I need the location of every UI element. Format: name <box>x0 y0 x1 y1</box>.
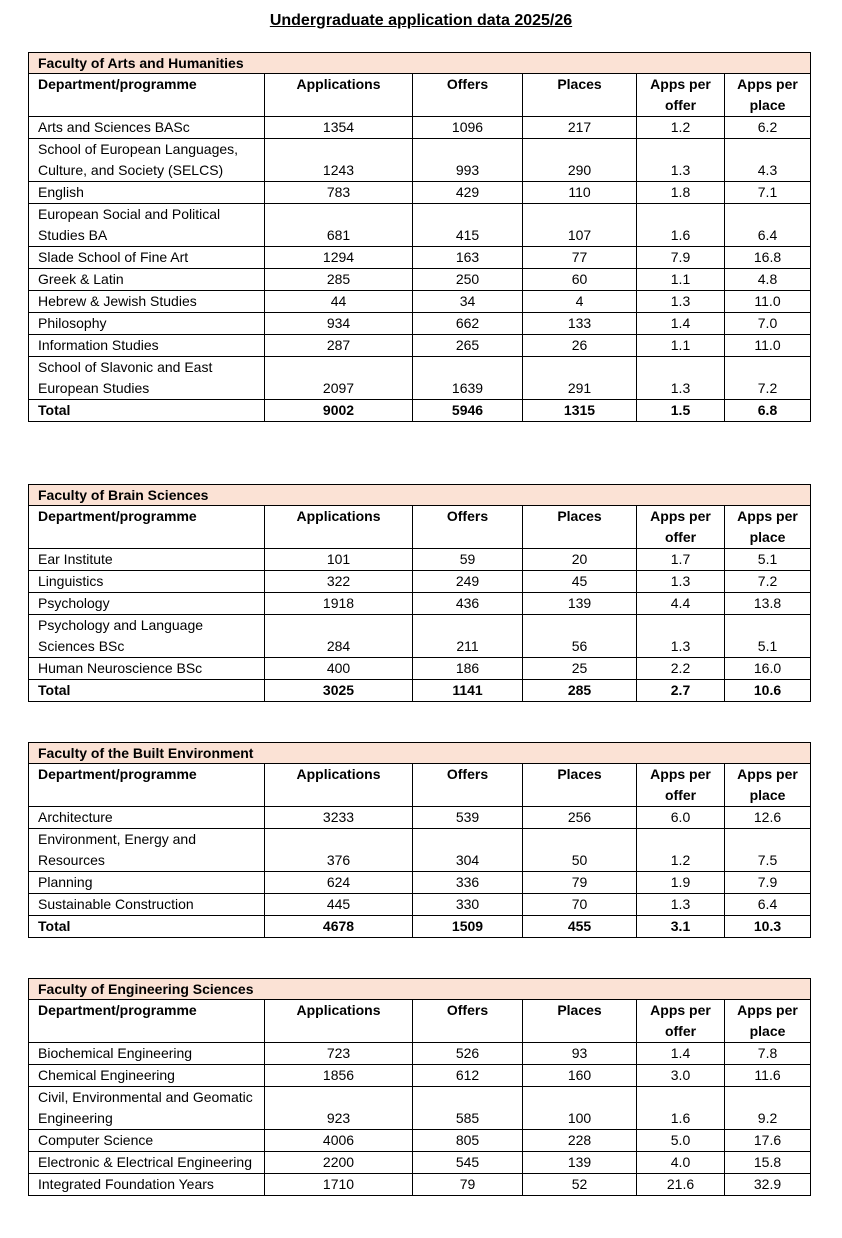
apps-per-offer-cell: 1.7 <box>637 549 725 571</box>
offers-cell: 612 <box>413 1065 523 1087</box>
offers-cell: 163 <box>413 247 523 269</box>
programme-cell: Ear Institute <box>29 549 265 571</box>
column-header-apps-per-offer: Apps per offer <box>637 74 725 117</box>
faculty-name: Faculty of Arts and Humanities <box>29 53 811 74</box>
offers-cell: 993 <box>413 139 523 182</box>
faculty-header <box>29 743 811 764</box>
offers-cell: 59 <box>413 549 523 571</box>
programme-cell: Psychology <box>29 593 265 615</box>
programme-cell: Environment, Energy and Resources <box>29 829 265 872</box>
total-row <box>29 400 811 422</box>
applications-cell: 1243 <box>265 139 413 182</box>
total-places: 455 <box>523 916 637 938</box>
faculty-table-brain-sciences <box>28 484 811 702</box>
applications-cell: 923 <box>265 1087 413 1130</box>
offers-cell: 585 <box>413 1087 523 1130</box>
apps-per-place-cell: 7.1 <box>725 182 811 204</box>
programme-cell: English <box>29 182 265 204</box>
column-header-applications: Applications <box>265 74 413 117</box>
programme-cell: Hebrew & Jewish Studies <box>29 291 265 313</box>
column-header-programme: Department/programme <box>29 74 265 117</box>
places-cell: 77 <box>523 247 637 269</box>
applications-cell: 1294 <box>265 247 413 269</box>
applications-cell: 284 <box>265 615 413 658</box>
total-row <box>29 916 811 938</box>
apps-per-place-cell: 13.8 <box>725 593 811 615</box>
applications-cell: 445 <box>265 894 413 916</box>
total-apps-per-offer: 2.7 <box>637 680 725 702</box>
table-row <box>29 139 811 182</box>
programme-cell: Arts and Sciences BASc <box>29 117 265 139</box>
programme-cell: Linguistics <box>29 571 265 593</box>
apps-per-place-cell: 7.9 <box>725 872 811 894</box>
applications-cell: 1856 <box>265 1065 413 1087</box>
programme-cell: Planning <box>29 872 265 894</box>
column-header-apps-per-offer: Apps per offer <box>637 506 725 549</box>
apps-per-offer-cell: 1.4 <box>637 313 725 335</box>
column-header-row <box>29 1000 811 1043</box>
table-row <box>29 204 811 247</box>
apps-per-place-cell: 7.2 <box>725 357 811 400</box>
places-cell: 50 <box>523 829 637 872</box>
faculty-header <box>29 53 811 74</box>
places-cell: 133 <box>523 313 637 335</box>
column-header-apps-per-place: Apps per place <box>725 764 811 807</box>
apps-per-place-cell: 7.5 <box>725 829 811 872</box>
apps-per-offer-cell: 7.9 <box>637 247 725 269</box>
places-cell: 291 <box>523 357 637 400</box>
table-row <box>29 313 811 335</box>
places-cell: 25 <box>523 658 637 680</box>
total-places: 1315 <box>523 400 637 422</box>
offers-cell: 304 <box>413 829 523 872</box>
offers-cell: 1639 <box>413 357 523 400</box>
column-header-places: Places <box>523 764 637 807</box>
column-header-programme: Department/programme <box>29 506 265 549</box>
apps-per-offer-cell: 1.3 <box>637 571 725 593</box>
applications-cell: 4006 <box>265 1130 413 1152</box>
offers-cell: 336 <box>413 872 523 894</box>
offers-cell: 34 <box>413 291 523 313</box>
programme-cell: Integrated Foundation Years <box>29 1174 265 1196</box>
apps-per-offer-cell: 1.3 <box>637 894 725 916</box>
offers-cell: 415 <box>413 204 523 247</box>
applications-cell: 101 <box>265 549 413 571</box>
places-cell: 160 <box>523 1065 637 1087</box>
total-apps-per-offer: 1.5 <box>637 400 725 422</box>
faculty-name: Faculty of Engineering Sciences <box>29 979 811 1000</box>
apps-per-place-cell: 4.8 <box>725 269 811 291</box>
apps-per-offer-cell: 3.0 <box>637 1065 725 1087</box>
apps-per-place-cell: 7.2 <box>725 571 811 593</box>
apps-per-place-cell: 9.2 <box>725 1087 811 1130</box>
column-header-programme: Department/programme <box>29 1000 265 1043</box>
column-header-applications: Applications <box>265 764 413 807</box>
applications-cell: 1918 <box>265 593 413 615</box>
apps-per-place-cell: 7.0 <box>725 313 811 335</box>
apps-per-offer-cell: 1.2 <box>637 829 725 872</box>
apps-per-place-cell: 12.6 <box>725 807 811 829</box>
table-row <box>29 571 811 593</box>
places-cell: 100 <box>523 1087 637 1130</box>
programme-cell: Greek & Latin <box>29 269 265 291</box>
applications-cell: 400 <box>265 658 413 680</box>
applications-cell: 2200 <box>265 1152 413 1174</box>
table-row <box>29 291 811 313</box>
apps-per-place-cell: 16.0 <box>725 658 811 680</box>
apps-per-offer-cell: 1.1 <box>637 269 725 291</box>
apps-per-place-cell: 7.8 <box>725 1043 811 1065</box>
apps-per-place-cell: 5.1 <box>725 549 811 571</box>
column-header-row <box>29 74 811 117</box>
offers-cell: 526 <box>413 1043 523 1065</box>
offers-cell: 1096 <box>413 117 523 139</box>
apps-per-place-cell: 6.2 <box>725 117 811 139</box>
applications-cell: 3233 <box>265 807 413 829</box>
faculty-name: Faculty of the Built Environment <box>29 743 811 764</box>
column-header-offers: Offers <box>413 74 523 117</box>
column-header-places: Places <box>523 1000 637 1043</box>
applications-cell: 2097 <box>265 357 413 400</box>
table-row <box>29 872 811 894</box>
apps-per-offer-cell: 1.3 <box>637 139 725 182</box>
apps-per-place-cell: 16.8 <box>725 247 811 269</box>
table-row <box>29 1130 811 1152</box>
offers-cell: 805 <box>413 1130 523 1152</box>
offers-cell: 436 <box>413 593 523 615</box>
offers-cell: 429 <box>413 182 523 204</box>
apps-per-place-cell: 4.3 <box>725 139 811 182</box>
apps-per-offer-cell: 2.2 <box>637 658 725 680</box>
places-cell: 79 <box>523 872 637 894</box>
places-cell: 110 <box>523 182 637 204</box>
programme-cell: School of Slavonic and East European Studies <box>29 357 265 400</box>
total-applications: 4678 <box>265 916 413 938</box>
places-cell: 217 <box>523 117 637 139</box>
places-cell: 4 <box>523 291 637 313</box>
page-title: Undergraduate application data 2025/26 <box>269 12 573 29</box>
apps-per-offer-cell: 1.3 <box>637 615 725 658</box>
column-header-places: Places <box>523 74 637 117</box>
apps-per-place-cell: 6.4 <box>725 894 811 916</box>
faculty-header <box>29 485 811 506</box>
offers-cell: 250 <box>413 269 523 291</box>
faculty-table-arts-humanities <box>28 52 811 422</box>
apps-per-place-cell: 11.6 <box>725 1065 811 1087</box>
table-row <box>29 1174 811 1196</box>
offers-cell: 662 <box>413 313 523 335</box>
apps-per-place-cell: 11.0 <box>725 335 811 357</box>
apps-per-offer-cell: 1.4 <box>637 1043 725 1065</box>
applications-cell: 681 <box>265 204 413 247</box>
table-row <box>29 1087 811 1130</box>
applications-cell: 934 <box>265 313 413 335</box>
apps-per-place-cell: 6.4 <box>725 204 811 247</box>
table-row <box>29 247 811 269</box>
table-row <box>29 1043 811 1065</box>
table-row <box>29 117 811 139</box>
table-row <box>29 894 811 916</box>
offers-cell: 211 <box>413 615 523 658</box>
offers-cell: 249 <box>413 571 523 593</box>
table-row <box>29 829 811 872</box>
programme-cell: Biochemical Engineering <box>29 1043 265 1065</box>
places-cell: 139 <box>523 593 637 615</box>
places-cell: 139 <box>523 1152 637 1174</box>
table-row <box>29 807 811 829</box>
apps-per-offer-cell: 5.0 <box>637 1130 725 1152</box>
total-row <box>29 680 811 702</box>
column-header-row <box>29 506 811 549</box>
apps-per-offer-cell: 6.0 <box>637 807 725 829</box>
apps-per-offer-cell: 1.6 <box>637 204 725 247</box>
apps-per-offer-cell: 4.4 <box>637 593 725 615</box>
column-header-offers: Offers <box>413 506 523 549</box>
applications-cell: 287 <box>265 335 413 357</box>
programme-cell: Human Neuroscience BSc <box>29 658 265 680</box>
apps-per-place-cell: 17.6 <box>725 1130 811 1152</box>
programme-cell: Information Studies <box>29 335 265 357</box>
table-row <box>29 615 811 658</box>
column-header-apps-per-place: Apps per place <box>725 74 811 117</box>
apps-per-offer-cell: 4.0 <box>637 1152 725 1174</box>
places-cell: 290 <box>523 139 637 182</box>
apps-per-place-cell: 15.8 <box>725 1152 811 1174</box>
apps-per-offer-cell: 21.6 <box>637 1174 725 1196</box>
programme-cell: European Social and Political Studies BA <box>29 204 265 247</box>
column-header-applications: Applications <box>265 506 413 549</box>
column-header-apps-per-offer: Apps per offer <box>637 1000 725 1043</box>
places-cell: 60 <box>523 269 637 291</box>
offers-cell: 186 <box>413 658 523 680</box>
apps-per-place-cell: 11.0 <box>725 291 811 313</box>
total-apps-per-place: 10.3 <box>725 916 811 938</box>
column-header-applications: Applications <box>265 1000 413 1043</box>
places-cell: 56 <box>523 615 637 658</box>
faculty-header <box>29 979 811 1000</box>
apps-per-offer-cell: 1.8 <box>637 182 725 204</box>
offers-cell: 79 <box>413 1174 523 1196</box>
total-offers: 1141 <box>413 680 523 702</box>
total-applications: 9002 <box>265 400 413 422</box>
table-row <box>29 335 811 357</box>
apps-per-place-cell: 5.1 <box>725 615 811 658</box>
table-row <box>29 593 811 615</box>
programme-cell: Architecture <box>29 807 265 829</box>
offers-cell: 330 <box>413 894 523 916</box>
apps-per-offer-cell: 1.1 <box>637 335 725 357</box>
applications-cell: 1710 <box>265 1174 413 1196</box>
programme-cell: Slade School of Fine Art <box>29 247 265 269</box>
total-label: Total <box>29 400 265 422</box>
total-apps-per-place: 10.6 <box>725 680 811 702</box>
total-places: 285 <box>523 680 637 702</box>
applications-cell: 376 <box>265 829 413 872</box>
column-header-apps-per-place: Apps per place <box>725 1000 811 1043</box>
column-header-apps-per-offer: Apps per offer <box>637 764 725 807</box>
total-offers: 5946 <box>413 400 523 422</box>
applications-cell: 285 <box>265 269 413 291</box>
table-row <box>29 269 811 291</box>
applications-cell: 322 <box>265 571 413 593</box>
places-cell: 70 <box>523 894 637 916</box>
total-apps-per-offer: 3.1 <box>637 916 725 938</box>
column-header-programme: Department/programme <box>29 764 265 807</box>
column-header-offers: Offers <box>413 764 523 807</box>
faculty-table-engineering-sciences <box>28 978 811 1196</box>
total-applications: 3025 <box>265 680 413 702</box>
programme-cell: Chemical Engineering <box>29 1065 265 1087</box>
programme-cell: Sustainable Construction <box>29 894 265 916</box>
programme-cell: Psychology and Language Sciences BSc <box>29 615 265 658</box>
faculty-name: Faculty of Brain Sciences <box>29 485 811 506</box>
apps-per-offer-cell: 1.6 <box>637 1087 725 1130</box>
apps-per-offer-cell: 1.3 <box>637 357 725 400</box>
table-row <box>29 182 811 204</box>
column-header-places: Places <box>523 506 637 549</box>
faculty-table-built-environment <box>28 742 811 938</box>
total-label: Total <box>29 916 265 938</box>
offers-cell: 545 <box>413 1152 523 1174</box>
places-cell: 228 <box>523 1130 637 1152</box>
applications-cell: 1354 <box>265 117 413 139</box>
column-header-row <box>29 764 811 807</box>
total-offers: 1509 <box>413 916 523 938</box>
table-row <box>29 1065 811 1087</box>
apps-per-offer-cell: 1.3 <box>637 291 725 313</box>
places-cell: 107 <box>523 204 637 247</box>
apps-per-offer-cell: 1.2 <box>637 117 725 139</box>
places-cell: 20 <box>523 549 637 571</box>
applications-cell: 723 <box>265 1043 413 1065</box>
programme-cell: Philosophy <box>29 313 265 335</box>
total-apps-per-place: 6.8 <box>725 400 811 422</box>
programme-cell: Civil, Environmental and Geomatic Engineering <box>29 1087 265 1130</box>
offers-cell: 265 <box>413 335 523 357</box>
programme-cell: Electronic & Electrical Engineering <box>29 1152 265 1174</box>
total-label: Total <box>29 680 265 702</box>
programme-cell: Computer Science <box>29 1130 265 1152</box>
applications-cell: 44 <box>265 291 413 313</box>
column-header-offers: Offers <box>413 1000 523 1043</box>
table-row <box>29 1152 811 1174</box>
places-cell: 26 <box>523 335 637 357</box>
places-cell: 45 <box>523 571 637 593</box>
places-cell: 93 <box>523 1043 637 1065</box>
table-row <box>29 357 811 400</box>
places-cell: 52 <box>523 1174 637 1196</box>
table-row <box>29 549 811 571</box>
offers-cell: 539 <box>413 807 523 829</box>
column-header-apps-per-place: Apps per place <box>725 506 811 549</box>
applications-cell: 624 <box>265 872 413 894</box>
apps-per-place-cell: 32.9 <box>725 1174 811 1196</box>
programme-cell: School of European Languages, Culture, and Society (SELCS) <box>29 139 265 182</box>
applications-cell: 783 <box>265 182 413 204</box>
places-cell: 256 <box>523 807 637 829</box>
apps-per-offer-cell: 1.9 <box>637 872 725 894</box>
table-row <box>29 658 811 680</box>
